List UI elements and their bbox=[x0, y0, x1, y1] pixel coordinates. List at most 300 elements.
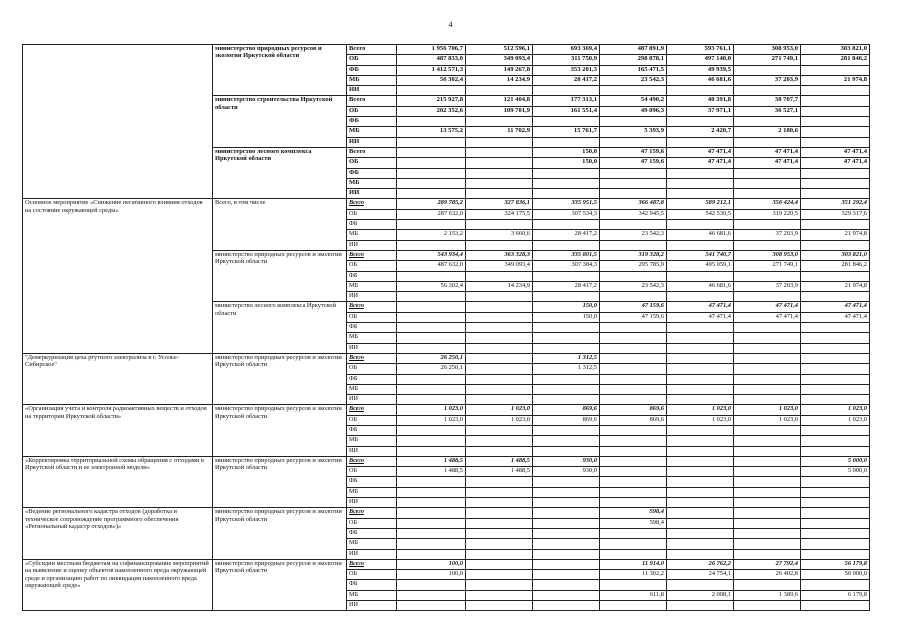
value-cell: 47 471,4 bbox=[734, 158, 801, 168]
value-cell: 1 023,0 bbox=[397, 415, 466, 425]
value-cell: 47 159,6 bbox=[600, 158, 667, 168]
source-cell: Всего bbox=[347, 302, 397, 312]
value-cell bbox=[667, 446, 734, 456]
source-cell: ФБ bbox=[347, 528, 397, 538]
source-cell: ИИ bbox=[347, 86, 397, 96]
value-cell bbox=[533, 220, 600, 230]
value-cell: 487 632,0 bbox=[397, 261, 466, 271]
value-cell: 1 488,5 bbox=[397, 456, 466, 466]
executor-cell: министерство природных ресурсов и экологии Иркутской области bbox=[213, 508, 347, 559]
value-cell bbox=[667, 168, 734, 178]
value-cell: 23 542,3 bbox=[600, 281, 667, 291]
value-cell: 351 292,4 bbox=[801, 199, 870, 209]
value-cell: 26 250,1 bbox=[397, 364, 466, 374]
source-cell: Всего bbox=[347, 508, 397, 518]
source-cell: ФБ bbox=[347, 168, 397, 178]
value-cell bbox=[397, 323, 466, 333]
value-cell bbox=[667, 498, 734, 508]
value-cell bbox=[667, 323, 734, 333]
executor-cell: министерство природных ресурсов и экологии Иркутской области bbox=[213, 405, 347, 456]
value-cell bbox=[397, 580, 466, 590]
value-cell bbox=[397, 384, 466, 394]
value-cell bbox=[801, 374, 870, 384]
activity-cell: «Ведение регионального кадастра отходов (доработка и техническое сопровождение программного обеспечения «Региональный кадастр отходов»)» bbox=[23, 508, 213, 559]
table-row bbox=[23, 508, 870, 518]
value-cell bbox=[466, 86, 533, 96]
value-cell bbox=[600, 220, 667, 230]
value-cell bbox=[466, 312, 533, 322]
value-cell bbox=[466, 343, 533, 353]
value-cell: 28 417,2 bbox=[533, 230, 600, 240]
source-cell: ИИ bbox=[347, 395, 397, 405]
source-cell: Всего bbox=[347, 405, 397, 415]
value-cell: 15 761,7 bbox=[533, 127, 600, 137]
value-cell bbox=[397, 292, 466, 302]
value-cell: 47 471,4 bbox=[734, 312, 801, 322]
value-cell: 21 974,8 bbox=[801, 281, 870, 291]
value-cell: 303 821,0 bbox=[801, 250, 870, 260]
value-cell bbox=[600, 333, 667, 343]
value-cell: 24 754,1 bbox=[667, 570, 734, 580]
value-cell bbox=[397, 189, 466, 199]
value-cell bbox=[734, 240, 801, 250]
value-cell bbox=[801, 127, 870, 137]
value-cell bbox=[397, 477, 466, 487]
source-cell: ФБ bbox=[347, 65, 397, 75]
executor-cell: министерство строительства Иркутской области bbox=[213, 96, 347, 147]
value-cell bbox=[801, 323, 870, 333]
value-cell: 1 312,5 bbox=[533, 353, 600, 363]
value-cell bbox=[734, 518, 801, 528]
value-cell: 487 833,0 bbox=[397, 55, 466, 65]
value-cell: 497 140,0 bbox=[667, 55, 734, 65]
source-cell: МБ bbox=[347, 230, 397, 240]
source-cell: Всего bbox=[347, 456, 397, 466]
value-cell bbox=[533, 86, 600, 96]
value-cell: 165 471,5 bbox=[600, 65, 667, 75]
value-cell bbox=[734, 528, 801, 538]
value-cell bbox=[466, 117, 533, 127]
value-cell bbox=[667, 384, 734, 394]
value-cell: 5 000,0 bbox=[801, 456, 870, 466]
value-cell bbox=[734, 137, 801, 147]
value-cell bbox=[533, 477, 600, 487]
value-cell: 26 402,8 bbox=[734, 570, 801, 580]
executor-cell: Всего, в том числе bbox=[213, 199, 347, 250]
value-cell: 6 179,8 bbox=[801, 590, 870, 600]
value-cell bbox=[801, 601, 870, 611]
value-cell: 543 934,4 bbox=[397, 250, 466, 260]
value-cell bbox=[466, 178, 533, 188]
value-cell bbox=[801, 333, 870, 343]
value-cell bbox=[734, 601, 801, 611]
value-cell bbox=[466, 353, 533, 363]
value-cell bbox=[397, 312, 466, 322]
value-cell bbox=[734, 353, 801, 363]
value-cell: 21 974,8 bbox=[801, 75, 870, 85]
value-cell bbox=[466, 590, 533, 600]
value-cell: 47 471,4 bbox=[734, 302, 801, 312]
value-cell bbox=[734, 446, 801, 456]
value-cell bbox=[600, 189, 667, 199]
value-cell: 1 023,0 bbox=[466, 415, 533, 425]
value-cell bbox=[734, 65, 801, 75]
value-cell: 23 542,3 bbox=[600, 230, 667, 240]
source-cell: ОБ bbox=[347, 158, 397, 168]
value-cell: 177 313,1 bbox=[533, 96, 600, 106]
value-cell: 3 660,6 bbox=[466, 230, 533, 240]
value-cell: 598,4 bbox=[600, 518, 667, 528]
value-cell bbox=[466, 333, 533, 343]
value-cell: 47 471,4 bbox=[667, 158, 734, 168]
source-cell: Всего bbox=[347, 559, 397, 569]
source-cell: ФБ bbox=[347, 580, 397, 590]
value-cell: 5 393,9 bbox=[600, 127, 667, 137]
value-cell: 342 945,5 bbox=[600, 209, 667, 219]
value-cell: 46 681,6 bbox=[667, 75, 734, 85]
source-cell: Всего bbox=[347, 250, 397, 260]
value-cell bbox=[600, 137, 667, 147]
source-cell: ОБ bbox=[347, 106, 397, 116]
value-cell: 150,0 bbox=[533, 312, 600, 322]
value-cell bbox=[397, 498, 466, 508]
value-cell bbox=[600, 498, 667, 508]
value-cell: 295 785,9 bbox=[600, 261, 667, 271]
value-cell: 349 093,4 bbox=[466, 261, 533, 271]
value-cell: 37 203,9 bbox=[734, 281, 801, 291]
value-cell bbox=[801, 117, 870, 127]
value-cell bbox=[533, 189, 600, 199]
value-cell: 353 201,3 bbox=[533, 65, 600, 75]
value-cell bbox=[600, 446, 667, 456]
value-cell bbox=[734, 86, 801, 96]
value-cell bbox=[801, 353, 870, 363]
value-cell: 512 596,1 bbox=[466, 45, 533, 55]
value-cell: 1 023,0 bbox=[801, 405, 870, 415]
value-cell bbox=[600, 240, 667, 250]
value-cell bbox=[667, 271, 734, 281]
value-cell: 541 740,7 bbox=[667, 250, 734, 260]
value-cell: 26 762,2 bbox=[667, 559, 734, 569]
value-cell bbox=[801, 518, 870, 528]
value-cell bbox=[734, 374, 801, 384]
value-cell bbox=[734, 498, 801, 508]
budget-table bbox=[22, 44, 870, 611]
value-cell bbox=[667, 508, 734, 518]
value-cell bbox=[397, 487, 466, 497]
value-cell bbox=[801, 384, 870, 394]
value-cell bbox=[801, 395, 870, 405]
value-cell bbox=[466, 364, 533, 374]
source-cell: МБ bbox=[347, 487, 397, 497]
value-cell bbox=[667, 343, 734, 353]
value-cell: 56 302,4 bbox=[397, 281, 466, 291]
value-cell bbox=[600, 323, 667, 333]
value-cell bbox=[600, 117, 667, 127]
value-cell bbox=[734, 117, 801, 127]
source-cell: ОБ bbox=[347, 467, 397, 477]
value-cell: 47 471,4 bbox=[667, 147, 734, 157]
table-row bbox=[23, 199, 870, 209]
value-cell: 14 234,9 bbox=[466, 281, 533, 291]
value-cell: 1 412 571,3 bbox=[397, 65, 466, 75]
value-cell bbox=[801, 86, 870, 96]
value-cell bbox=[801, 189, 870, 199]
activity-cell bbox=[23, 45, 213, 199]
value-cell: 542 530,5 bbox=[667, 209, 734, 219]
value-cell: 930,0 bbox=[533, 467, 600, 477]
value-cell bbox=[801, 487, 870, 497]
value-cell: 324 175,5 bbox=[466, 209, 533, 219]
value-cell: 37 203,9 bbox=[734, 75, 801, 85]
value-cell bbox=[667, 333, 734, 343]
value-cell: 11 702,9 bbox=[466, 127, 533, 137]
value-cell bbox=[533, 168, 600, 178]
value-cell bbox=[667, 549, 734, 559]
value-cell: 869,6 bbox=[600, 405, 667, 415]
value-cell: 21 974,8 bbox=[801, 230, 870, 240]
value-cell: 150,0 bbox=[533, 158, 600, 168]
source-cell: МБ bbox=[347, 384, 397, 394]
value-cell bbox=[801, 106, 870, 116]
value-cell bbox=[801, 168, 870, 178]
value-cell bbox=[466, 570, 533, 580]
value-cell bbox=[667, 467, 734, 477]
source-cell: МБ bbox=[347, 539, 397, 549]
value-cell bbox=[466, 425, 533, 435]
value-cell: 109 701,9 bbox=[466, 106, 533, 116]
value-cell: 50 000,0 bbox=[801, 570, 870, 580]
value-cell bbox=[533, 539, 600, 549]
value-cell bbox=[667, 117, 734, 127]
value-cell bbox=[667, 580, 734, 590]
value-cell bbox=[600, 374, 667, 384]
value-cell: 202 352,6 bbox=[397, 106, 466, 116]
value-cell bbox=[801, 220, 870, 230]
activity-cell: «Организация учета и контроля радиоактивных веществ и отходов на территории Иркутской области» bbox=[23, 405, 213, 456]
value-cell bbox=[466, 271, 533, 281]
value-cell: 869,6 bbox=[533, 415, 600, 425]
executor-cell: министерство природных ресурсов и экологии Иркутской области bbox=[213, 456, 347, 507]
value-cell bbox=[600, 467, 667, 477]
value-cell: 289 785,2 bbox=[397, 199, 466, 209]
value-cell bbox=[734, 220, 801, 230]
value-cell: 1 023,0 bbox=[801, 415, 870, 425]
value-cell bbox=[600, 168, 667, 178]
source-cell: ОБ bbox=[347, 55, 397, 65]
value-cell: 1 023,0 bbox=[397, 405, 466, 415]
value-cell bbox=[600, 86, 667, 96]
value-cell bbox=[801, 240, 870, 250]
activity-cell: «Корректировка территориальной схемы обращения с отходами в Иркутской области и ее электронной модели» bbox=[23, 456, 213, 507]
source-cell: ИИ bbox=[347, 446, 397, 456]
source-cell: МБ bbox=[347, 436, 397, 446]
value-cell bbox=[667, 395, 734, 405]
value-cell bbox=[600, 580, 667, 590]
value-cell bbox=[466, 240, 533, 250]
value-cell bbox=[667, 601, 734, 611]
source-cell: МБ bbox=[347, 178, 397, 188]
value-cell: 308 953,0 bbox=[734, 45, 801, 55]
value-cell: 1 023,0 bbox=[667, 415, 734, 425]
value-cell bbox=[600, 384, 667, 394]
source-cell: ФБ bbox=[347, 323, 397, 333]
value-cell: 100,0 bbox=[397, 570, 466, 580]
source-cell: ИИ bbox=[347, 137, 397, 147]
value-cell bbox=[667, 240, 734, 250]
executor-cell: министерство природных ресурсов и экологии Иркутской области bbox=[213, 353, 347, 404]
source-cell: ОБ bbox=[347, 312, 397, 322]
value-cell: 28 417,2 bbox=[533, 281, 600, 291]
value-cell: 2 153,2 bbox=[397, 230, 466, 240]
value-cell bbox=[667, 436, 734, 446]
value-cell: 14 234,9 bbox=[466, 75, 533, 85]
value-cell bbox=[600, 425, 667, 435]
value-cell bbox=[734, 487, 801, 497]
source-cell: ИИ bbox=[347, 240, 397, 250]
value-cell bbox=[533, 333, 600, 343]
value-cell: 495 059,1 bbox=[667, 261, 734, 271]
value-cell bbox=[801, 178, 870, 188]
value-cell bbox=[397, 147, 466, 157]
source-cell: МБ bbox=[347, 127, 397, 137]
value-cell bbox=[466, 374, 533, 384]
value-cell: 49 096,3 bbox=[600, 106, 667, 116]
source-cell: МБ bbox=[347, 75, 397, 85]
source-cell: ИИ bbox=[347, 343, 397, 353]
value-cell bbox=[533, 446, 600, 456]
value-cell bbox=[734, 168, 801, 178]
value-cell bbox=[466, 498, 533, 508]
value-cell bbox=[801, 528, 870, 538]
value-cell: 27 792,4 bbox=[734, 559, 801, 569]
value-cell bbox=[397, 333, 466, 343]
source-cell: ФБ bbox=[347, 374, 397, 384]
value-cell: 5 000,0 bbox=[801, 467, 870, 477]
value-cell bbox=[533, 601, 600, 611]
value-cell: 869,6 bbox=[600, 415, 667, 425]
source-cell: ИИ bbox=[347, 498, 397, 508]
value-cell bbox=[600, 271, 667, 281]
value-cell bbox=[466, 518, 533, 528]
value-cell bbox=[533, 374, 600, 384]
value-cell bbox=[466, 508, 533, 518]
value-cell bbox=[600, 178, 667, 188]
value-cell: 1 023,0 bbox=[734, 415, 801, 425]
value-cell: 47 471,4 bbox=[801, 312, 870, 322]
value-cell bbox=[533, 570, 600, 580]
value-cell: 303 821,0 bbox=[801, 45, 870, 55]
activity-cell: «Субсидии местным бюджетам на софинансирование мероприятий на выявление и оценку объектов накопленного вреда окружающей среде и организацию работ по ликвидации накопленного вреда окружающей среде» bbox=[23, 559, 213, 610]
value-cell bbox=[667, 178, 734, 188]
value-cell bbox=[466, 559, 533, 569]
value-cell bbox=[397, 508, 466, 518]
value-cell bbox=[533, 528, 600, 538]
executor-cell: министерство природных ресурсов и экологии Иркутской области bbox=[213, 559, 347, 610]
value-cell bbox=[734, 580, 801, 590]
value-cell: 121 404,8 bbox=[466, 96, 533, 106]
value-cell: 1 023,0 bbox=[466, 405, 533, 415]
value-cell bbox=[397, 86, 466, 96]
source-cell: ФБ bbox=[347, 477, 397, 487]
value-cell bbox=[397, 395, 466, 405]
value-cell bbox=[600, 343, 667, 353]
value-cell: 100,0 bbox=[397, 559, 466, 569]
value-cell: 307 534,3 bbox=[533, 209, 600, 219]
value-cell: 287 632,0 bbox=[397, 209, 466, 219]
value-cell bbox=[533, 508, 600, 518]
value-cell bbox=[397, 528, 466, 538]
value-cell: 356 424,4 bbox=[734, 199, 801, 209]
value-cell bbox=[801, 539, 870, 549]
value-cell bbox=[533, 436, 600, 446]
value-cell bbox=[734, 477, 801, 487]
source-cell: Всего bbox=[347, 147, 397, 157]
executor-cell: министерство лесного комплекса Иркутской области bbox=[213, 302, 347, 353]
value-cell: 693 369,4 bbox=[533, 45, 600, 55]
value-cell bbox=[533, 178, 600, 188]
value-cell bbox=[734, 549, 801, 559]
value-cell bbox=[600, 549, 667, 559]
value-cell bbox=[600, 456, 667, 466]
value-cell: 23 542,3 bbox=[600, 75, 667, 85]
source-cell: Всего bbox=[347, 96, 397, 106]
value-cell: 271 749,1 bbox=[734, 261, 801, 271]
source-cell: ОБ bbox=[347, 209, 397, 219]
value-cell: 1 389,6 bbox=[734, 590, 801, 600]
value-cell: 281 846,2 bbox=[801, 261, 870, 271]
source-cell: ОБ bbox=[347, 261, 397, 271]
source-cell: ИИ bbox=[347, 292, 397, 302]
value-cell bbox=[397, 436, 466, 446]
value-cell bbox=[466, 528, 533, 538]
value-cell: 46 681,6 bbox=[667, 281, 734, 291]
value-cell: 54 490,2 bbox=[600, 96, 667, 106]
value-cell: 149 267,8 bbox=[466, 65, 533, 75]
value-cell bbox=[397, 343, 466, 353]
executor-cell: министерство природных ресурсов и экологии Иркутской области bbox=[213, 45, 347, 96]
value-cell: 37 203,9 bbox=[734, 230, 801, 240]
source-cell: ФБ bbox=[347, 220, 397, 230]
value-cell: 589 212,1 bbox=[667, 199, 734, 209]
executor-cell: министерство лесного комплекса Иркутской области bbox=[213, 147, 347, 198]
value-cell bbox=[667, 487, 734, 497]
value-cell bbox=[734, 456, 801, 466]
value-cell bbox=[466, 323, 533, 333]
value-cell bbox=[801, 508, 870, 518]
value-cell: 47 471,4 bbox=[801, 147, 870, 157]
value-cell: 215 927,8 bbox=[397, 96, 466, 106]
table-row bbox=[23, 456, 870, 466]
value-cell: 487 891,9 bbox=[600, 45, 667, 55]
value-cell: 40 391,8 bbox=[667, 96, 734, 106]
page-number: 4 bbox=[448, 20, 453, 29]
value-cell bbox=[801, 477, 870, 487]
value-cell bbox=[397, 117, 466, 127]
value-cell bbox=[667, 364, 734, 374]
value-cell bbox=[397, 137, 466, 147]
value-cell: 49 939,5 bbox=[667, 65, 734, 75]
value-cell: 26 250,1 bbox=[397, 353, 466, 363]
value-cell bbox=[533, 549, 600, 559]
value-cell: 349 093,4 bbox=[466, 55, 533, 65]
value-cell bbox=[667, 86, 734, 96]
value-cell: 1 488,5 bbox=[466, 467, 533, 477]
value-cell bbox=[734, 425, 801, 435]
value-cell: 611,8 bbox=[600, 590, 667, 600]
value-cell bbox=[533, 137, 600, 147]
source-cell: ИИ bbox=[347, 601, 397, 611]
